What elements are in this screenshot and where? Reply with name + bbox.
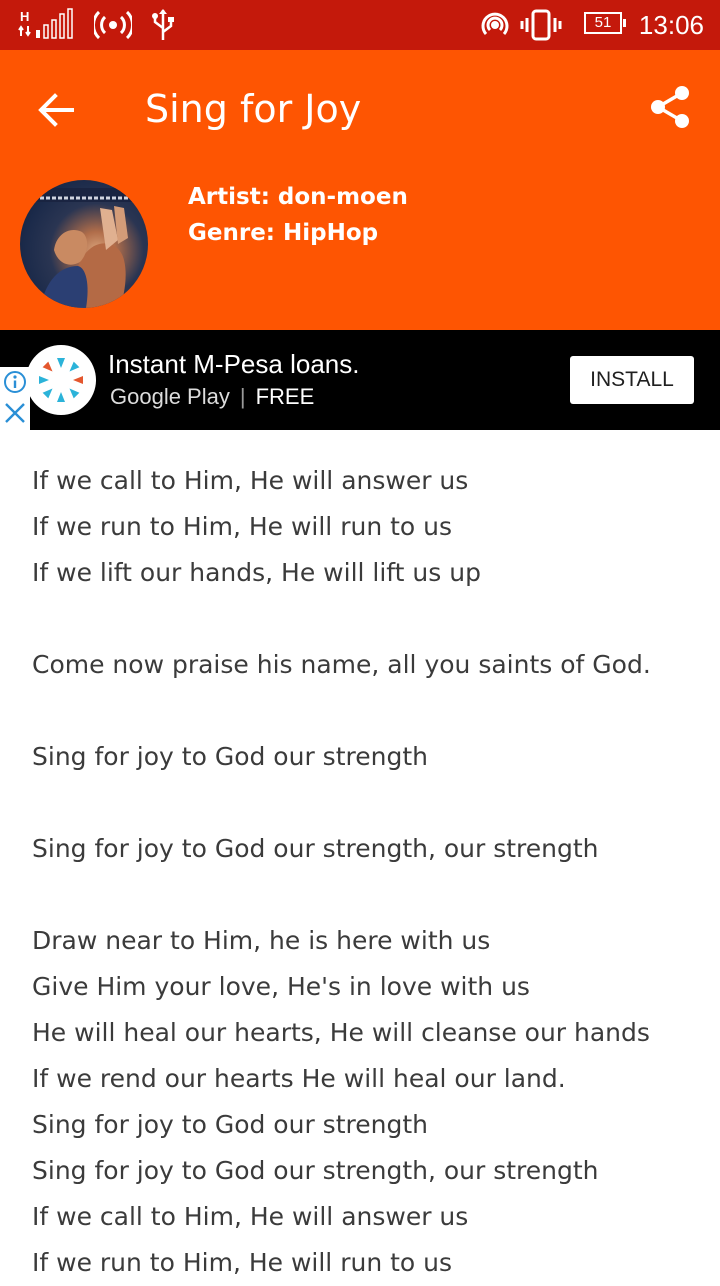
lyric-line: Sing for joy to God our strength [32,1110,428,1139]
ad-price: FREE [255,384,315,409]
ad-title[interactable]: Instant M-Pesa loans. [108,349,360,379]
lyrics-text [32,458,702,1286]
ad-banner[interactable] [0,330,720,430]
lyric-line: If we run to Him, He will run to us [32,1248,453,1277]
lyric-line: Sing for joy to God our strength [32,742,428,771]
share-icon[interactable] [648,84,692,130]
vibrate-icon [520,8,562,42]
lyric-line [32,780,702,826]
artist-label: Artist: don-moen [188,184,408,210]
network-type-label: H [20,9,30,24]
album-cover [20,180,148,308]
install-button[interactable]: INSTALL [570,356,694,404]
status-bar [0,0,720,50]
lyric-line: Sing for joy to God our strength, our strength [32,834,599,863]
ad-separator: | [239,384,246,409]
battery-icon [584,12,622,34]
signal-icon [18,8,78,42]
ad-info-icon[interactable] [0,367,30,397]
lyric-line: Draw near to Him, he is here with us [32,926,491,955]
ad-close-icon[interactable] [0,397,30,430]
lyric-line: Come now praise his name, all you saints of God. [32,650,651,679]
status-clock: 13:06 [638,10,704,40]
lyric-line: If we call to Him, He will answer us [32,1202,469,1231]
usb-icon [150,8,176,42]
lyric-line [32,688,702,734]
lyric-line: If we run to Him, He will run to us [32,512,453,541]
page-title: Sing for Joy [145,87,362,131]
lyric-line: If we lift our hands, He will lift us up [32,558,481,587]
ad-store-name: Google Play [110,384,230,409]
lyric-line: Give Him your love, He's in love with us [32,972,530,1001]
battery-level: 51 [594,14,612,31]
back-arrow-icon[interactable] [34,88,78,132]
sunburst-logo-icon [26,345,96,415]
cast-icon [478,8,512,42]
lyric-line: Sing for joy to God our strength, our strength [32,1156,599,1185]
album-art-image [20,180,148,308]
genre-label: Genre: HipHop [188,220,379,246]
ad-app-logo[interactable] [26,345,96,415]
hotspot-icon [94,8,132,42]
lyric-line [32,872,702,918]
lyric-line: He will heal our hearts, He will cleanse our hands [32,1018,650,1047]
app-header [0,50,720,330]
lyric-line [32,596,702,642]
ad-subtitle [110,382,314,412]
lyric-line: If we rend our hearts He will heal our land. [32,1064,566,1093]
lyric-line: If we call to Him, He will answer us [32,466,469,495]
